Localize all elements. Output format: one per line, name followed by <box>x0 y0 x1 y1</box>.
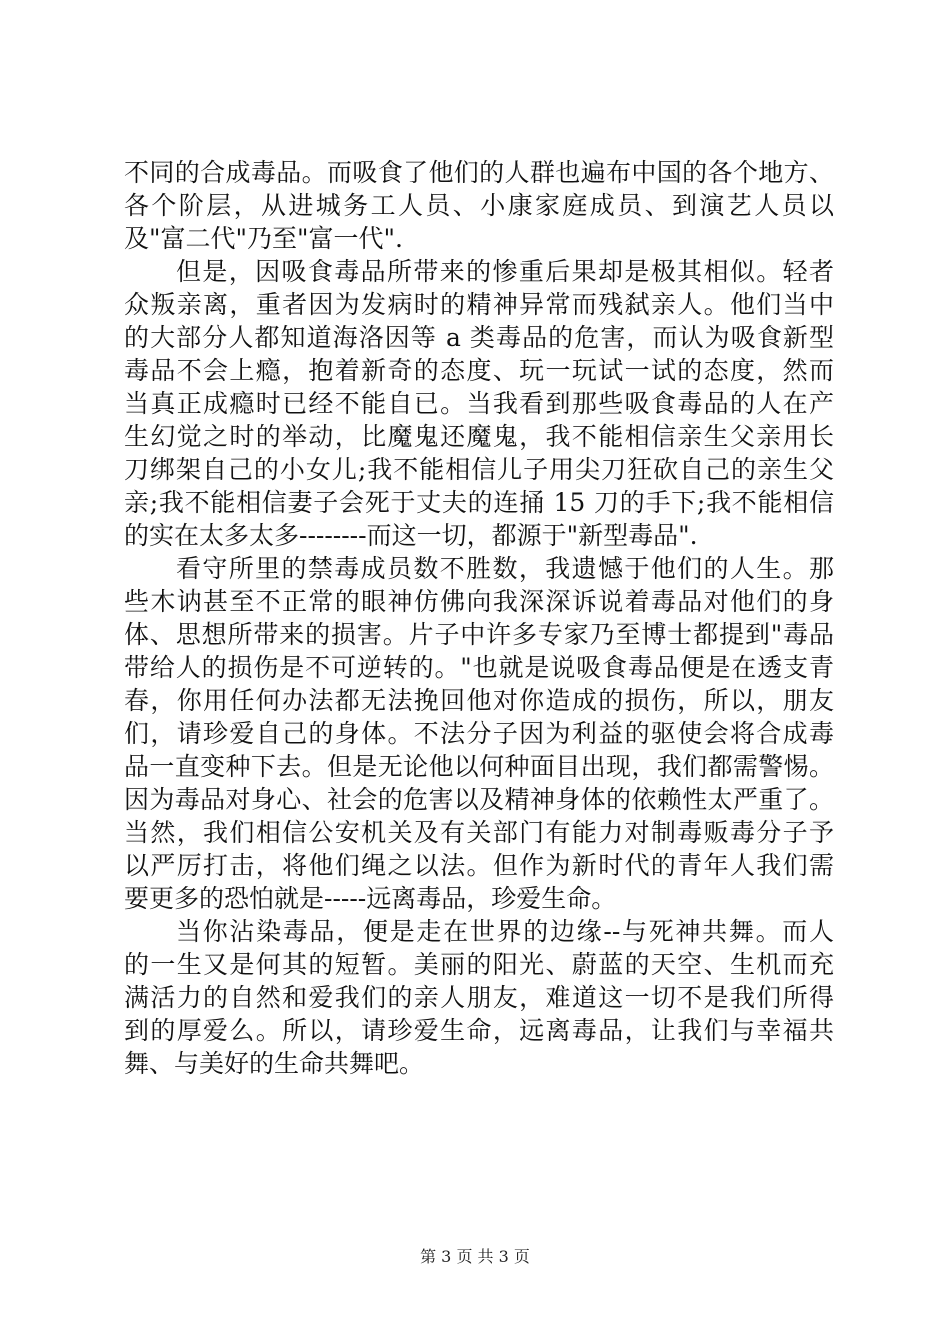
text-line: 生幻觉之时的举动，比魔鬼还魔鬼，我不能相信亲生父亲用长 <box>124 422 834 451</box>
paragraph <box>124 156 834 255</box>
text-line: 不同的合成毒品。而吸食了他们的人群也遍布中国的各个地方、 <box>124 158 834 187</box>
text-line: 看守所里的禁毒成员数不胜数，我遗憾于他们的人生。那 <box>176 554 834 583</box>
page-footer: 第 3 页 共 3 页 <box>420 1247 530 1266</box>
paragraph <box>124 255 834 552</box>
text-line: 的一生又是何其的短暂。美丽的阳光、蔚蓝的天空、生机而充 <box>124 950 834 979</box>
body-text <box>124 156 834 1080</box>
text-line: 品一直变种下去。但是无论他以何种面目出现，我们都需警惕。 <box>124 752 834 781</box>
text-line: 及"富二代"乃至"富一代". <box>124 224 403 253</box>
text-line: 的大部分人都知道海洛因等 a 类毒品的危害，而认为吸食新型 <box>124 323 834 352</box>
text-line: 当然，我们相信公安机关及有关部门有能力对制毒贩毒分子予 <box>124 818 834 847</box>
text-line: 以严厉打击，将他们绳之以法。但作为新时代的青年人我们需 <box>124 851 834 880</box>
text-line: 满活力的自然和爱我们的亲人朋友，难道这一切不是我们所得 <box>124 983 834 1012</box>
text-line: 到的厚爱么。所以，请珍爱生命，远离毒品，让我们与幸福共 <box>124 1016 834 1045</box>
text-line: 要更多的恐怕就是-----远离毒品，珍爱生命。 <box>124 884 617 913</box>
text-line: 春，你用任何办法都无法挽回他对你造成的损伤，所以，朋友 <box>124 686 834 715</box>
text-line: 带给人的损伤是不可逆转的。"也就是说吸食毒品便是在透支青 <box>124 653 834 682</box>
text-line: 毒品不会上瘾，抱着新奇的态度、玩一玩试一试的态度，然而 <box>124 356 834 385</box>
text-line: 各个阶层，从进城务工人员、小康家庭成员、到演艺人员以 <box>124 191 834 220</box>
text-line: 的实在太多太多--------而这一切，都源于"新型毒品". <box>124 521 698 550</box>
text-line: 因为毒品对身心、社会的危害以及精神身体的依赖性太严重了。 <box>124 785 834 814</box>
paragraph <box>124 915 834 1080</box>
paragraph <box>124 552 834 915</box>
text-line: 众叛亲离，重者因为发病时的精神异常而残弑亲人。他们当中 <box>124 290 834 319</box>
text-line: 些木讷甚至不正常的眼神仿佛向我深深诉说着毒品对他们的身 <box>124 587 834 616</box>
text-line: 体、思想所带来的损害。片子中许多专家乃至博士都提到"毒品 <box>124 620 834 649</box>
text-line: 当真正成瘾时已经不能自已。当我看到那些吸食毒品的人在产 <box>124 389 834 418</box>
text-line: 们，请珍爱自己的身体。不法分子因为利益的驱使会将合成毒 <box>124 719 834 748</box>
text-line: 舞、与美好的生命共舞吧。 <box>124 1049 425 1078</box>
text-line: 刀绑架自己的小女儿;我不能相信儿子用尖刀狂砍自己的亲生父 <box>124 455 834 484</box>
text-line: 当你沾染毒品，便是走在世界的边缘--与死神共舞。而人 <box>176 917 834 946</box>
text-line: 但是，因吸食毒品所带来的惨重后果却是极其相似。轻者 <box>176 257 834 286</box>
text-line: 亲;我不能相信妻子会死于丈夫的连捅 15 刀的手下;我不能相信 <box>124 488 834 517</box>
